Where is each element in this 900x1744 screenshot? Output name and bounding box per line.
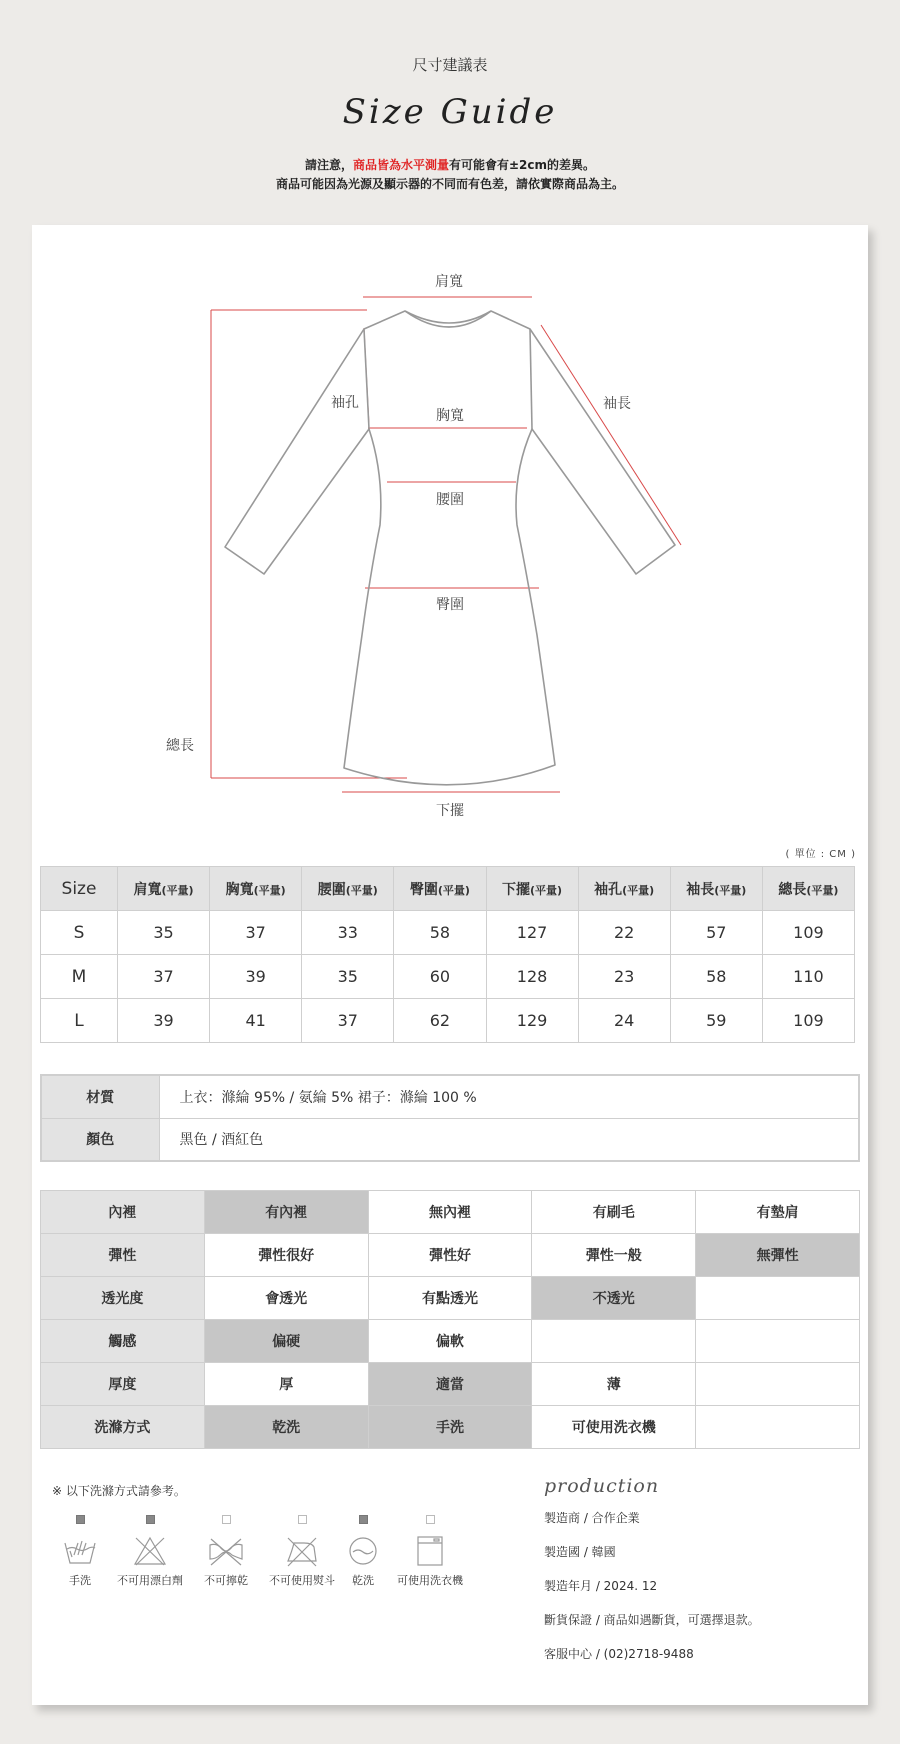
table-row — [41, 955, 855, 999]
hip-header-cell — [394, 867, 486, 911]
header-sub-label: (平量) — [345, 883, 378, 897]
sleeve-header-cell — [670, 867, 762, 911]
table-cell: 22 — [578, 911, 670, 955]
length-label: 總長 — [166, 738, 194, 754]
wash-item-no-iron — [262, 1515, 342, 1588]
size-cell: M — [41, 955, 118, 999]
attr-option — [696, 1363, 860, 1406]
attr-option: 偏軟 — [368, 1320, 532, 1363]
table-cell: 37 — [118, 955, 210, 999]
washing-machine-icon — [412, 1535, 448, 1567]
attr-option: 薄 — [532, 1363, 696, 1406]
transparency-row — [41, 1277, 860, 1320]
header-sub-label: (平量) — [437, 883, 470, 897]
attr-option — [696, 1320, 860, 1363]
header-sub-label: (平量) — [806, 883, 839, 897]
table-cell: 109 — [762, 911, 854, 955]
unit-label: ( 單位 : CM ) — [785, 849, 856, 860]
hem-label: 下擺 — [436, 803, 464, 819]
header-sub-label: (平量) — [714, 883, 747, 897]
waist-label: 腰圍 — [436, 492, 464, 508]
attr-option-selected: 手洗 — [368, 1406, 532, 1449]
attr-option: 彈性很好 — [204, 1234, 368, 1277]
attr-label: 彈性 — [41, 1234, 205, 1277]
sleeve-label: 袖長 — [603, 396, 631, 412]
wash-label: 不可用漂白劑 — [117, 1574, 183, 1587]
size-table — [40, 866, 855, 1043]
notice-text-cont: 有可能會有±2cm的差異。 — [449, 158, 596, 172]
attr-option: 彈性一般 — [532, 1234, 696, 1277]
wash-item-no-bleach — [110, 1515, 190, 1588]
no-iron-icon — [284, 1535, 320, 1567]
table-cell: 39 — [118, 999, 210, 1043]
garment-diagram — [32, 225, 868, 845]
color-label: 顏色 — [41, 1118, 159, 1161]
attr-option: 會透光 — [204, 1277, 368, 1320]
page-title: Size Guide — [342, 92, 558, 132]
wash-icons — [40, 1515, 470, 1615]
sleeve-line — [541, 325, 681, 545]
header-label: 袖長 — [686, 881, 715, 898]
checkbox-checked-icon — [76, 1515, 85, 1524]
elasticity-row — [41, 1234, 860, 1277]
wash-label: 手洗 — [69, 1574, 91, 1587]
size-guide-card — [32, 225, 868, 1705]
neckline — [405, 311, 491, 323]
wash-label: 可使用洗衣機 — [397, 1574, 463, 1587]
wash-item-washing-machine — [390, 1515, 470, 1588]
length-header-cell — [762, 867, 854, 911]
attr-option: 有點透光 — [368, 1277, 532, 1320]
right-armhole — [530, 329, 532, 429]
table-cell: 58 — [670, 955, 762, 999]
shoulder-header-cell — [118, 867, 210, 911]
material-color-table — [40, 1074, 860, 1162]
hem-header-cell — [486, 867, 578, 911]
size-table-header-row — [41, 867, 855, 911]
production-info — [544, 1475, 760, 1662]
armhole-header-cell — [578, 867, 670, 911]
attr-option-selected: 偏硬 — [204, 1320, 368, 1363]
lining-row — [41, 1191, 860, 1234]
table-cell: 109 — [762, 999, 854, 1043]
wash-item-no-wring — [186, 1515, 266, 1588]
checkbox-checked-icon — [146, 1515, 155, 1524]
table-cell: 23 — [578, 955, 670, 999]
waist-header-cell — [302, 867, 394, 911]
header-label: 總長 — [778, 881, 807, 898]
size-header-cell — [41, 867, 118, 911]
attr-option: 彈性好 — [368, 1234, 532, 1277]
material-row — [41, 1075, 859, 1118]
table-cell: 37 — [302, 999, 394, 1043]
washing-row — [41, 1406, 860, 1449]
size-cell: S — [41, 911, 118, 955]
date-text: 製造年月 / 2024. 12 — [544, 1579, 658, 1593]
table-cell: 41 — [210, 999, 302, 1043]
attr-option: 可使用洗衣機 — [532, 1406, 696, 1449]
attr-option — [696, 1406, 860, 1449]
wash-label: 乾洗 — [352, 1574, 374, 1587]
table-cell: 127 — [486, 911, 578, 955]
header-label: 下擺 — [502, 881, 531, 898]
size-cell: L — [41, 999, 118, 1043]
attr-label: 觸感 — [41, 1320, 205, 1363]
attr-option: 有墊肩 — [696, 1191, 860, 1234]
checkbox-icon — [426, 1515, 435, 1524]
attr-option-selected: 不透光 — [532, 1277, 696, 1320]
checkbox-icon — [298, 1515, 307, 1524]
header-sub-label: (平量) — [161, 883, 194, 897]
color-row — [41, 1118, 859, 1161]
no-bleach-icon — [132, 1535, 168, 1567]
header-label: 腰圍 — [317, 881, 346, 898]
header-sub-label: (平量) — [622, 883, 655, 897]
header-label: 肩寬 — [133, 881, 162, 898]
notice-text: 請注意， — [304, 158, 353, 172]
attr-option-selected: 適當 — [368, 1363, 532, 1406]
hip-label: 臀圍 — [436, 597, 464, 613]
attr-option: 厚 — [204, 1363, 368, 1406]
attr-option: 無內裡 — [368, 1191, 532, 1234]
wash-label: 不可擰乾 — [204, 1574, 248, 1587]
table-cell: 58 — [394, 911, 486, 955]
table-cell: 37 — [210, 911, 302, 955]
checkbox-icon — [222, 1515, 231, 1524]
color-value: 黑色 / 酒紅色 — [159, 1118, 859, 1161]
thickness-row — [41, 1363, 860, 1406]
checkbox-checked-icon — [359, 1515, 368, 1524]
attr-option-selected: 有內裡 — [204, 1191, 368, 1234]
table-cell: 128 — [486, 955, 578, 999]
table-cell: 62 — [394, 999, 486, 1043]
table-cell: 39 — [210, 955, 302, 999]
attr-option — [532, 1320, 696, 1363]
dry-clean-icon — [345, 1535, 381, 1567]
table-cell: 110 — [762, 955, 854, 999]
wash-note: ※ 以下洗滌方式請參考。 — [52, 1484, 186, 1498]
notice-highlight: 商品皆為水平測量 — [352, 158, 449, 172]
hand-wash-icon — [62, 1535, 98, 1567]
header-label: Size — [61, 878, 97, 899]
no-wring-icon — [208, 1535, 244, 1567]
attr-option-selected: 乾洗 — [204, 1406, 368, 1449]
color-notice: 商品可能因為光源及顯示器的不同而有色差，請依實際商品為主。 — [275, 177, 624, 191]
armhole-label: 袖孔 — [331, 395, 359, 411]
table-cell: 33 — [302, 911, 394, 955]
wash-label: 不可使用熨斗 — [269, 1574, 335, 1587]
shoulder-label: 肩寬 — [435, 274, 463, 290]
table-row — [41, 911, 855, 955]
table-cell: 35 — [302, 955, 394, 999]
texture-row — [41, 1320, 860, 1363]
attr-label: 透光度 — [41, 1277, 205, 1320]
table-row — [41, 999, 855, 1043]
attr-label: 洗滌方式 — [41, 1406, 205, 1449]
dress-illustration — [32, 225, 868, 845]
chest-label: 胸寬 — [436, 408, 464, 424]
material-label: 材質 — [41, 1075, 159, 1118]
header-label: 袖孔 — [594, 881, 623, 898]
guarantee-text: 斷貨保證 / 商品如遇斷貨，可選擇退款。 — [544, 1613, 760, 1627]
table-cell: 129 — [486, 999, 578, 1043]
chest-header-cell — [210, 867, 302, 911]
wash-item-hand-wash — [40, 1515, 120, 1588]
material-value: 上衣：滌綸 95% / 氨綸 5% 裙子：滌綸 100 % — [159, 1075, 859, 1118]
wash-item-dry-clean — [333, 1515, 393, 1588]
attr-label: 厚度 — [41, 1363, 205, 1406]
attr-label: 內裡 — [41, 1191, 205, 1234]
attr-option-selected: 無彈性 — [696, 1234, 860, 1277]
table-cell: 57 — [670, 911, 762, 955]
attributes-table — [40, 1190, 860, 1449]
attr-option: 有刷毛 — [532, 1191, 696, 1234]
table-cell: 59 — [670, 999, 762, 1043]
left-armhole — [364, 329, 369, 429]
header-sub-label: (平量) — [530, 883, 563, 897]
measurement-notice — [0, 156, 900, 194]
header-sub-label: (平量) — [253, 883, 286, 897]
header-label: 臀圍 — [409, 881, 438, 898]
table-cell: 60 — [394, 955, 486, 999]
service-text: 客服中心 / (02)2718-9488 — [544, 1647, 694, 1661]
attr-option — [696, 1277, 860, 1320]
header-label: 胸寬 — [225, 881, 254, 898]
table-cell: 24 — [578, 999, 670, 1043]
table-cell: 35 — [118, 911, 210, 955]
manufacturer-text: 製造商 / 合作企業 — [544, 1511, 640, 1525]
country-text: 製造國 / 韓國 — [544, 1545, 616, 1559]
dress-outline — [225, 311, 675, 785]
production-title: production — [544, 1475, 660, 1497]
page-subtitle: 尺寸建議表 — [412, 56, 488, 74]
